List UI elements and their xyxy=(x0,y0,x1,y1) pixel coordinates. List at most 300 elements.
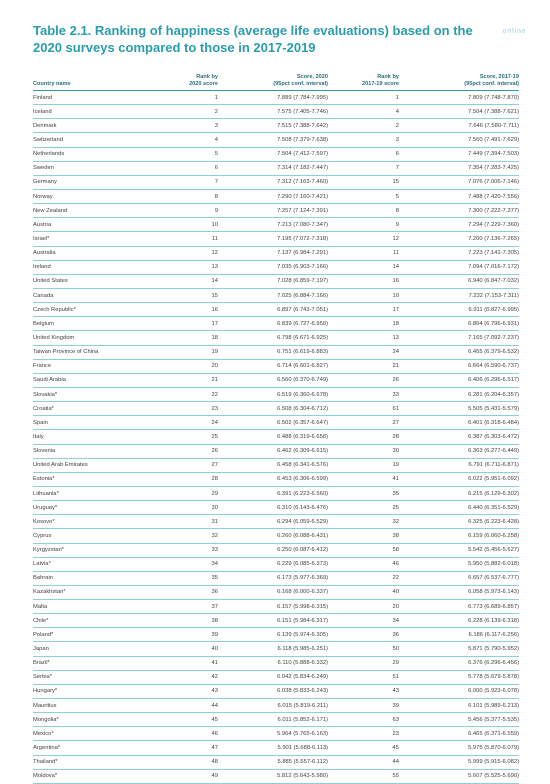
rank-2020-cell: 39 xyxy=(211,631,218,638)
score-2020-cell: 7.889 (7.784-7.995) xyxy=(277,94,328,101)
country-cell: Denmark xyxy=(33,122,57,129)
rank-2017-19-cell: 32 xyxy=(392,518,399,525)
rank-2020-cell: 47 xyxy=(211,745,218,752)
rank-2017-19-cell: 29 xyxy=(392,660,399,667)
score-2020-cell: 6.458 (6.341-6.576) xyxy=(277,462,328,469)
country-cell: Italy xyxy=(33,433,44,440)
table-title: Table 2.1. Ranking of happiness (average life evaluations) based on the 2020 surveys compared to those in 2017-2019 xyxy=(33,23,473,55)
rank-2017-19-cell: 13 xyxy=(392,334,399,341)
table-row xyxy=(33,430,519,444)
rank-2020-cell: 21 xyxy=(211,377,218,384)
score-2020-cell: 6.110 (5.888-6.332) xyxy=(277,660,328,667)
table-row xyxy=(33,119,519,133)
score-2020-cell: 7.290 (7.160-7.421) xyxy=(277,193,328,200)
table-row xyxy=(33,529,519,543)
rank-2017-19-cell: 21 xyxy=(392,363,399,370)
score-2017-19-cell: 7.354 (7.283-7.425) xyxy=(468,165,519,172)
country-cell: Austria xyxy=(33,221,52,228)
table-row xyxy=(33,275,519,289)
rank-2020-cell: 40 xyxy=(211,646,218,653)
table-row xyxy=(33,360,519,374)
country-cell: Mexico* xyxy=(33,730,54,737)
score-2020-cell: 7.508 (7.379-7.638) xyxy=(277,136,328,143)
country-cell: United States xyxy=(33,278,68,285)
country-cell: Czech Republic* xyxy=(33,306,76,313)
score-2020-cell: 6.453 (6.306-6.599) xyxy=(277,476,328,483)
country-cell: Australia xyxy=(33,250,56,257)
score-2020-cell: 6.157 (5.998-6.315) xyxy=(277,603,328,610)
rank-2020-cell: 32 xyxy=(211,532,218,539)
rank-2017-19-cell: 58 xyxy=(392,547,399,554)
country-cell: Canada xyxy=(33,292,54,299)
country-cell: Saudi Arabia xyxy=(33,377,66,384)
rank-2020-cell: 36 xyxy=(211,589,218,596)
rank-2017-19-cell: 15 xyxy=(392,179,399,186)
rank-2017-19-cell: 4 xyxy=(395,108,399,115)
rank-2020-cell: 31 xyxy=(211,518,218,525)
score-2017-19-cell: 6.864 (6.796-6.931) xyxy=(468,320,519,327)
score-2017-19-cell: 7.294 (7.229-7.360) xyxy=(468,221,519,228)
country-cell: Germany xyxy=(33,179,57,186)
score-2017-19-cell: 6.406 (6.296-6.517) xyxy=(468,377,519,384)
rank-2017-19-cell: 44 xyxy=(392,759,399,766)
score-2020-cell: 7.257 (7.124-7.391) xyxy=(277,207,328,214)
country-cell: Japan xyxy=(33,646,49,653)
score-2017-19-cell: 7.232 (7.153-7.311) xyxy=(468,292,519,299)
score-2020-cell: 6.897 (6.743-7.051) xyxy=(277,306,328,313)
score-2017-19-cell: 6.440 (6.351-6.529) xyxy=(468,504,519,511)
rank-2017-19-cell: 36 xyxy=(392,631,399,638)
rank-2017-19-cell: 17 xyxy=(392,306,399,313)
rank-2017-19-cell: 10 xyxy=(392,292,399,299)
score-2020-cell: 6.502 (6.357-6.647) xyxy=(277,419,328,426)
country-cell: Belgium xyxy=(33,320,54,327)
score-2017-19-cell: 6.657 (6.537-6.777) xyxy=(468,575,519,582)
table-row xyxy=(33,289,519,303)
rank-2017-19-cell: 9 xyxy=(395,221,399,228)
country-cell: Slovakia* xyxy=(33,391,58,398)
table-row xyxy=(33,685,519,699)
country-cell: United Arab Emirates xyxy=(33,462,88,469)
score-2020-cell: 6.714 (6.601-6.827) xyxy=(277,363,328,370)
table-row xyxy=(33,261,519,275)
score-2017-19-cell: 7.488 (7.420-7.556) xyxy=(468,193,519,200)
table-row xyxy=(33,459,519,473)
country-cell: Norway xyxy=(33,193,53,200)
corner-mark: online xyxy=(502,28,526,35)
score-2017-19-cell: 7.094 (7.016-7.172) xyxy=(468,264,519,271)
rank-2017-19-cell: 7 xyxy=(395,165,399,172)
country-cell: Malta xyxy=(33,603,48,610)
score-2020-cell: 6.139 (5.974-6.305) xyxy=(277,631,328,638)
rank-2017-19-cell: 12 xyxy=(392,235,399,242)
table-row xyxy=(33,473,519,487)
score-2017-19-cell: 6.911 (6.827-6.995) xyxy=(468,306,519,313)
rank-2020-cell: 37 xyxy=(211,603,218,610)
country-cell: Kazakhstan* xyxy=(33,589,66,596)
score-2017-19-cell: 5.999 (5.915-6.082) xyxy=(468,759,519,766)
header-score-2020: Score, 2020 (95pct conf. interval) xyxy=(273,74,328,87)
rank-2020-cell: 49 xyxy=(211,773,218,780)
rank-2017-19-cell: 34 xyxy=(392,617,399,624)
score-2017-19-cell: 6.455 (6.379-6.532) xyxy=(468,349,519,356)
rank-2017-19-cell: 3 xyxy=(395,136,399,143)
rank-2017-19-cell: 41 xyxy=(392,476,399,483)
country-cell: Estonia* xyxy=(33,476,55,483)
table-row xyxy=(33,445,519,459)
score-2020-cell: 6.038 (5.833-6.243) xyxy=(277,688,328,695)
rank-2020-cell: 44 xyxy=(211,702,218,709)
table-row xyxy=(33,317,519,331)
country-cell: Iceland xyxy=(33,108,52,115)
rank-2020-cell: 25 xyxy=(211,433,218,440)
score-2017-19-cell: 6.215 (6.129-6.302) xyxy=(468,490,519,497)
score-2020-cell: 6.508 (6.304-6.712) xyxy=(277,405,328,412)
score-2017-19-cell: 7.449 (7.394-7.503) xyxy=(468,151,519,158)
score-2017-19-cell: 7.300 (7.222-7.377) xyxy=(468,207,519,214)
rank-2020-cell: 45 xyxy=(211,716,218,723)
rank-2020-cell: 35 xyxy=(211,575,218,582)
score-2020-cell: 7.035 (6.903-7.166) xyxy=(277,264,328,271)
rank-2020-cell: 43 xyxy=(211,688,218,695)
score-2017-19-cell: 6.664 (6.590-6.737) xyxy=(468,363,519,370)
score-2020-cell: 6.391 (6.223-6.560) xyxy=(277,490,328,497)
score-2020-cell: 6.173 (5.977-6.369) xyxy=(277,575,328,582)
rank-2020-cell: 27 xyxy=(211,462,218,469)
country-cell: Moldova* xyxy=(33,773,58,780)
rank-2020-cell: 46 xyxy=(211,730,218,737)
rank-2020-cell: 11 xyxy=(211,235,218,242)
rank-2020-cell: 1 xyxy=(214,94,218,101)
score-2020-cell: 6.462 (6.309-6.615) xyxy=(277,448,328,455)
rank-2020-cell: 33 xyxy=(211,547,218,554)
country-cell: Sweden xyxy=(33,165,54,172)
rank-2017-19-cell: 45 xyxy=(392,745,399,752)
country-cell: Brazil* xyxy=(33,660,50,667)
score-2017-19-cell: 7.646 (7.580-7.711) xyxy=(468,122,519,129)
rank-2017-19-cell: 16 xyxy=(392,278,399,285)
score-2017-19-cell: 5.542 (5.456-5.627) xyxy=(468,547,519,554)
table-row xyxy=(33,176,519,190)
header-rank-2017-19: Rank by 2017-19 score xyxy=(361,74,399,87)
table-row xyxy=(33,572,519,586)
rank-2020-cell: 10 xyxy=(211,221,218,228)
score-2020-cell: 7.504 (7.412-7.597) xyxy=(277,151,328,158)
score-2017-19-cell: 5.950 (5.882-6.018) xyxy=(468,561,519,568)
rank-2020-cell: 3 xyxy=(214,122,218,129)
country-cell: New Zealand xyxy=(33,207,68,214)
table-row xyxy=(33,162,519,176)
table-row xyxy=(33,600,519,614)
rank-2020-cell: 38 xyxy=(211,617,218,624)
rank-2017-19-cell: 30 xyxy=(392,448,399,455)
score-2020-cell: 7.137 (6.984-7.291) xyxy=(277,250,328,257)
rank-2017-19-cell: 14 xyxy=(392,264,399,271)
country-cell: Uruguay* xyxy=(33,504,58,511)
score-2020-cell: 7.028 (6.859-7.197) xyxy=(277,278,328,285)
rank-2020-cell: 2 xyxy=(214,108,218,115)
score-2020-cell: 7.195 (7.072-7.318) xyxy=(277,235,328,242)
table-row xyxy=(33,218,519,232)
score-2020-cell: 7.314 (7.182-7.447) xyxy=(277,165,328,172)
rank-2020-cell: 18 xyxy=(211,334,218,341)
rank-2020-cell: 28 xyxy=(211,476,218,483)
rank-2020-cell: 15 xyxy=(211,292,218,299)
score-2017-19-cell: 5.505 (5.431-5.579) xyxy=(468,405,519,412)
country-cell: Finland xyxy=(33,94,53,101)
score-2017-19-cell: 5.456 (5.377-5.535) xyxy=(468,716,519,723)
rank-2017-19-cell: 35 xyxy=(392,490,399,497)
score-2020-cell: 6.839 (6.727-6.950) xyxy=(277,320,328,327)
rank-2017-19-cell: 63 xyxy=(392,716,399,723)
rank-2017-19-cell: 40 xyxy=(392,589,399,596)
score-2017-19-cell: 7.200 (7.136-7.265) xyxy=(468,235,519,242)
table-row xyxy=(33,515,519,529)
table-row xyxy=(33,727,519,741)
rank-2017-19-cell: 51 xyxy=(392,674,399,681)
table-row xyxy=(33,133,519,147)
rank-2020-cell: 12 xyxy=(211,250,218,257)
rank-2017-19-cell: 46 xyxy=(392,561,399,568)
rank-2017-19-cell: 11 xyxy=(392,250,399,257)
table-row xyxy=(33,402,519,416)
score-2020-cell: 6.798 (6.671-6.925) xyxy=(277,334,328,341)
rank-2020-cell: 19 xyxy=(211,349,218,356)
rank-2020-cell: 13 xyxy=(211,264,218,271)
score-2020-cell: 6.560 (6.370-6.749) xyxy=(277,377,328,384)
rank-2020-cell: 29 xyxy=(211,490,218,497)
rank-2017-19-cell: 55 xyxy=(392,773,399,780)
score-2017-19-cell: 7.165 (7.092-7.237) xyxy=(468,334,519,341)
rank-2017-19-cell: 20 xyxy=(392,603,399,610)
score-2020-cell: 6.751 (6.619-6.883) xyxy=(277,349,328,356)
score-2017-19-cell: 6.773 (6.689-6.857) xyxy=(468,603,519,610)
table-row xyxy=(33,642,519,656)
rank-2020-cell: 20 xyxy=(211,363,218,370)
score-2017-19-cell: 6.325 (6.223-6.428) xyxy=(468,518,519,525)
table-row xyxy=(33,346,519,360)
rank-2020-cell: 17 xyxy=(211,320,218,327)
table-row xyxy=(33,657,519,671)
country-cell: Mauritius xyxy=(33,702,57,709)
rank-2017-19-cell: 61 xyxy=(392,405,399,412)
rank-2020-cell: 26 xyxy=(211,448,218,455)
country-cell: Spain xyxy=(33,419,48,426)
score-2017-19-cell: 6.022 (5.951-6.092) xyxy=(468,476,519,483)
score-2017-19-cell: 6.101 (5.989-6.213) xyxy=(468,702,519,709)
score-2017-19-cell: 6.058 (5.973-6.143) xyxy=(468,589,519,596)
rank-2017-19-cell: 8 xyxy=(395,207,399,214)
score-2020-cell: 5.964 (5.765-6.163) xyxy=(277,730,328,737)
score-2017-19-cell: 6.401 (6.318-6.484) xyxy=(468,419,519,426)
country-cell: Kosovo* xyxy=(33,518,55,525)
rank-2017-19-cell: 39 xyxy=(392,702,399,709)
score-2020-cell: 6.015 (5.819-6.211) xyxy=(277,702,328,709)
score-2020-cell: 6.488 (6.319-6.658) xyxy=(277,433,328,440)
score-2017-19-cell: 6.186 (6.117-6.256) xyxy=(468,631,519,638)
table-row xyxy=(33,105,519,119)
table-row xyxy=(33,558,519,572)
table-row xyxy=(33,713,519,727)
score-2017-19-cell: 7.504 (7.388-7.621) xyxy=(468,108,519,115)
country-cell: Croatia* xyxy=(33,405,54,412)
rank-2020-cell: 22 xyxy=(211,391,218,398)
score-2020-cell: 6.151 (5.984-6.317) xyxy=(277,617,328,624)
score-2017-19-cell: 7.560 (7.491-7.629) xyxy=(468,136,519,143)
header-score-2017-19: Score, 2017-19 (95pct conf. interval) xyxy=(464,74,519,87)
score-2017-19-cell: 5.778 (5.679-5.878) xyxy=(468,674,519,681)
score-2017-19-cell: 6.791 (6.711-6.871) xyxy=(468,462,519,469)
rank-2017-19-cell: 50 xyxy=(392,646,399,653)
score-2017-19-cell: 5.871 (5.790-5.952) xyxy=(468,646,519,653)
table-row xyxy=(33,232,519,246)
table-row xyxy=(33,586,519,600)
score-2017-19-cell: 6.363 (6.277-6.449) xyxy=(468,448,519,455)
table-row xyxy=(33,501,519,515)
score-2020-cell: 5.901 (5.688-6.113) xyxy=(277,745,328,752)
rank-2020-cell: 48 xyxy=(211,759,218,766)
score-2020-cell: 6.042 (5.834-6.249) xyxy=(277,674,328,681)
rank-2017-19-cell: 43 xyxy=(392,688,399,695)
score-2020-cell: 7.312 (7.163-7.460) xyxy=(277,179,328,186)
rank-2020-cell: 4 xyxy=(214,136,218,143)
rank-2020-cell: 30 xyxy=(211,504,218,511)
happiness-table xyxy=(33,66,519,784)
score-2020-cell: 6.229 (6.085-6.373) xyxy=(277,561,328,568)
score-2020-cell: 6.310 (6.143-6.476) xyxy=(277,504,328,511)
rank-2017-19-cell: 38 xyxy=(392,532,399,539)
rank-2017-19-cell: 24 xyxy=(392,349,399,356)
score-2017-19-cell: 6.159 (6.060-6.258) xyxy=(468,532,519,539)
header-rank-2020: Rank by 2020 score xyxy=(189,74,218,87)
table-row xyxy=(33,374,519,388)
table-row xyxy=(33,331,519,345)
score-2020-cell: 7.025 (6.884-7.166) xyxy=(277,292,328,299)
score-2020-cell: 6.011 (5.852-6.171) xyxy=(277,716,328,723)
country-cell: Israel* xyxy=(33,235,50,242)
score-2020-cell: 7.575 (7.405-7.746) xyxy=(277,108,328,115)
score-2020-cell: 7.515 (7.388-7.642) xyxy=(277,122,328,129)
rank-2020-cell: 14 xyxy=(211,278,218,285)
table-header xyxy=(33,66,519,91)
score-2017-19-cell: 6.940 (6.847-7.032) xyxy=(468,278,519,285)
rank-2020-cell: 9 xyxy=(214,207,218,214)
score-2017-19-cell: 7.809 (7.748-7.870) xyxy=(468,94,519,101)
table-row xyxy=(33,91,519,105)
country-cell: Hungary* xyxy=(33,688,58,695)
rank-2017-19-cell: 6 xyxy=(395,151,399,158)
rank-2020-cell: 42 xyxy=(211,674,218,681)
rank-2020-cell: 5 xyxy=(214,151,218,158)
score-2017-19-cell: 6.000 (5.923-6.078) xyxy=(468,688,519,695)
rank-2020-cell: 34 xyxy=(211,561,218,568)
header-country: Country name xyxy=(33,81,71,87)
rank-2017-19-cell: 5 xyxy=(395,193,399,200)
table-row xyxy=(33,770,519,784)
country-cell: Latvia* xyxy=(33,561,51,568)
rank-2017-19-cell: 2 xyxy=(395,122,399,129)
country-cell: Netherlands xyxy=(33,151,65,158)
rank-2017-19-cell: 25 xyxy=(392,504,399,511)
score-2020-cell: 6.168 (6.000-6.337) xyxy=(277,589,328,596)
score-2017-19-cell: 6.465 (6.371-6.559) xyxy=(468,730,519,737)
rank-2020-cell: 7 xyxy=(214,179,218,186)
country-cell: Slovenia xyxy=(33,448,56,455)
country-cell: Ireland xyxy=(33,264,51,271)
rank-2017-19-cell: 33 xyxy=(392,391,399,398)
table-row xyxy=(33,487,519,501)
table-row xyxy=(33,303,519,317)
score-2020-cell: 6.250 (6.087-6.412) xyxy=(277,547,328,554)
rank-2017-19-cell: 18 xyxy=(392,320,399,327)
score-2017-19-cell: 6.228 (6.139-6.318) xyxy=(468,617,519,624)
country-cell: Thailand* xyxy=(33,759,58,766)
country-cell: United Kingdom xyxy=(33,334,75,341)
table-row xyxy=(33,699,519,713)
table-row xyxy=(33,628,519,642)
table-row xyxy=(33,416,519,430)
rank-2017-19-cell: 28 xyxy=(392,433,399,440)
table-row xyxy=(33,614,519,628)
table-row xyxy=(33,190,519,204)
country-cell: Bahrain xyxy=(33,575,53,582)
country-cell: France xyxy=(33,363,52,370)
country-cell: Chile* xyxy=(33,617,49,624)
score-2020-cell: 5.812 (5.643-5.980) xyxy=(277,773,328,780)
rank-2020-cell: 8 xyxy=(214,193,218,200)
rank-2017-19-cell: 26 xyxy=(392,377,399,384)
table-body xyxy=(33,91,519,784)
rank-2020-cell: 24 xyxy=(211,419,218,426)
score-2017-19-cell: 7.076 (7.006-7.146) xyxy=(468,179,519,186)
table-row xyxy=(33,247,519,261)
score-2020-cell: 7.213 (7.080-7.347) xyxy=(277,221,328,228)
score-2020-cell: 6.260 (6.088-6.431) xyxy=(277,532,328,539)
score-2017-19-cell: 5.975 (5.870-6.079) xyxy=(468,745,519,752)
score-2020-cell: 6.294 (6.059-6.529) xyxy=(277,518,328,525)
rank-2017-19-cell: 19 xyxy=(392,462,399,469)
score-2017-19-cell: 7.223 (7.141-7.305) xyxy=(468,250,519,257)
rank-2017-19-cell: 22 xyxy=(392,575,399,582)
table-row xyxy=(33,671,519,685)
rank-2017-19-cell: 27 xyxy=(392,419,399,426)
score-2020-cell: 6.118 (5.985-6.251) xyxy=(277,646,328,653)
country-cell: Switzerland xyxy=(33,136,63,143)
country-cell: Cyprus xyxy=(33,532,52,539)
country-cell: Taiwan Province of China xyxy=(33,349,99,356)
score-2017-19-cell: 6.387 (6.303-6.472) xyxy=(468,433,519,440)
rank-2020-cell: 6 xyxy=(214,165,218,172)
country-cell: Serbia* xyxy=(33,674,53,681)
table-row xyxy=(33,148,519,162)
rank-2020-cell: 16 xyxy=(211,306,218,313)
rank-2017-19-cell: 23 xyxy=(392,730,399,737)
country-cell: Kyrgyzstan* xyxy=(33,547,64,554)
table-row xyxy=(33,204,519,218)
rank-2020-cell: 23 xyxy=(211,405,218,412)
rank-2020-cell: 41 xyxy=(211,660,218,667)
country-cell: Argentina* xyxy=(33,745,61,752)
country-cell: Lithuania* xyxy=(33,490,59,497)
country-cell: Mongolia* xyxy=(33,716,59,723)
country-cell: Poland* xyxy=(33,631,54,638)
score-2017-19-cell: 6.281 (6.204-6.357) xyxy=(468,391,519,398)
table-row xyxy=(33,388,519,402)
score-2020-cell: 5.885 (5.657-6.112) xyxy=(277,759,328,766)
score-2017-19-cell: 6.376 (6.296-6.456) xyxy=(468,660,519,667)
score-2020-cell: 6.519 (6.360-6.678) xyxy=(277,391,328,398)
table-row xyxy=(33,741,519,755)
